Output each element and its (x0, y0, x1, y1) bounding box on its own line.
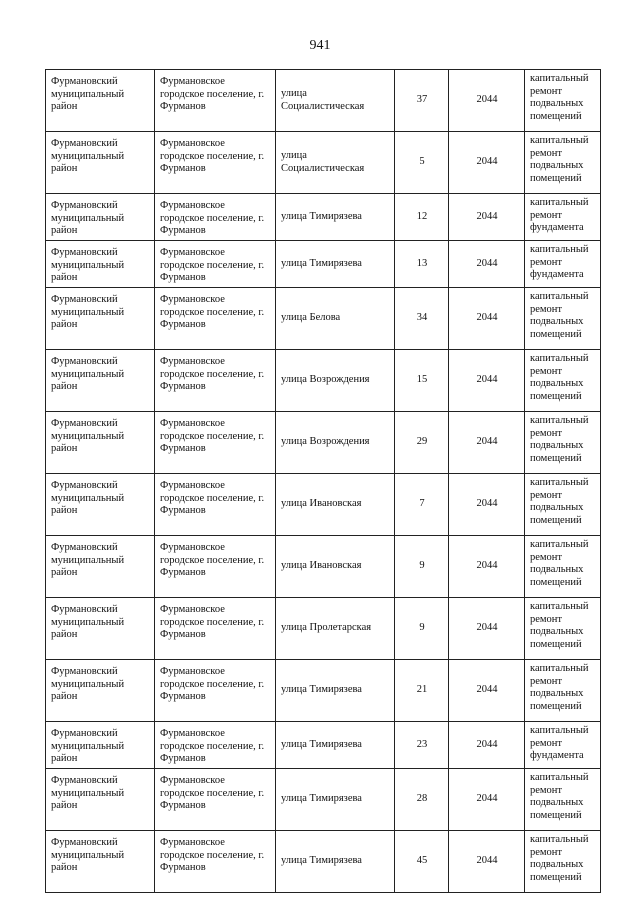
settlement-cell: Фурмановское городское поселение, г. Фурманов (155, 474, 276, 536)
district-cell: Фурмановский муниципальный район (46, 660, 155, 722)
planned-year-cell: 2044 (449, 194, 525, 241)
work-type-cell: капитальный ремонт подвальных помещений (525, 769, 601, 831)
street-cell: улица Ивановская (276, 536, 395, 598)
district-cell: Фурмановский муниципальный район (46, 598, 155, 660)
district-cell: Фурмановский муниципальный район (46, 831, 155, 893)
work-type-cell: капитальный ремонт подвальных помещений (525, 831, 601, 893)
work-type-cell: капитальный ремонт подвальных помещений (525, 474, 601, 536)
planned-year-cell: 2044 (449, 474, 525, 536)
table-row (46, 598, 601, 660)
table-row (46, 350, 601, 412)
house-number-cell: 21 (395, 660, 449, 722)
street-cell: улица Тимирязева (276, 241, 395, 288)
settlement-cell: Фурмановское городское поселение, г. Фурманов (155, 769, 276, 831)
settlement-cell: Фурмановское городское поселение, г. Фурманов (155, 350, 276, 412)
work-type-cell: капитальный ремонт подвальных помещений (525, 288, 601, 350)
house-number-cell: 29 (395, 412, 449, 474)
planned-year-cell: 2044 (449, 769, 525, 831)
house-number-cell: 28 (395, 769, 449, 831)
work-type-cell: капитальный ремонт подвальных помещений (525, 350, 601, 412)
table-row (46, 412, 601, 474)
work-type-cell: капитальный ремонт подвальных помещений (525, 412, 601, 474)
table-body (46, 70, 601, 893)
house-number-cell: 13 (395, 241, 449, 288)
table-row (46, 194, 601, 241)
work-type-cell: капитальный ремонт фундамента (525, 241, 601, 288)
work-type-cell: капитальный ремонт подвальных помещений (525, 132, 601, 194)
settlement-cell: Фурмановское городское поселение, г. Фурманов (155, 412, 276, 474)
settlement-cell: Фурмановское городское поселение, г. Фурманов (155, 194, 276, 241)
district-cell: Фурмановский муниципальный район (46, 769, 155, 831)
street-cell: улица Социалистическая (276, 132, 395, 194)
table-row (46, 132, 601, 194)
street-cell: улица Тимирязева (276, 722, 395, 769)
table-row (46, 769, 601, 831)
settlement-cell: Фурмановское городское поселение, г. Фурманов (155, 722, 276, 769)
table-row (46, 722, 601, 769)
street-cell: улица Возрождения (276, 350, 395, 412)
page-number: 941 (309, 38, 331, 53)
house-number-cell: 23 (395, 722, 449, 769)
table-row (46, 536, 601, 598)
settlement-cell: Фурмановское городское поселение, г. Фурманов (155, 660, 276, 722)
district-cell: Фурмановский муниципальный район (46, 241, 155, 288)
district-cell: Фурмановский муниципальный район (46, 288, 155, 350)
house-number-cell: 5 (395, 132, 449, 194)
planned-year-cell: 2044 (449, 412, 525, 474)
district-cell: Фурмановский муниципальный район (46, 350, 155, 412)
table-row (46, 241, 601, 288)
work-type-cell: капитальный ремонт подвальных помещений (525, 70, 601, 132)
work-type-cell: капитальный ремонт подвальных помещений (525, 536, 601, 598)
work-type-cell: капитальный ремонт фундамента (525, 194, 601, 241)
district-cell: Фурмановский муниципальный район (46, 722, 155, 769)
street-cell: улица Тимирязева (276, 769, 395, 831)
table-row (46, 660, 601, 722)
house-number-cell: 15 (395, 350, 449, 412)
planned-year-cell: 2044 (449, 241, 525, 288)
house-number-cell: 9 (395, 598, 449, 660)
house-number-cell: 37 (395, 70, 449, 132)
settlement-cell: Фурмановское городское поселение, г. Фурманов (155, 288, 276, 350)
work-type-cell: капитальный ремонт подвальных помещений (525, 660, 601, 722)
house-number-cell: 34 (395, 288, 449, 350)
settlement-cell: Фурмановское городское поселение, г. Фурманов (155, 241, 276, 288)
planned-year-cell: 2044 (449, 288, 525, 350)
street-cell: улица Тимирязева (276, 194, 395, 241)
street-cell: улица Возрождения (276, 412, 395, 474)
district-cell: Фурмановский муниципальный район (46, 194, 155, 241)
work-type-cell: капитальный ремонт фундамента (525, 722, 601, 769)
table-row (46, 70, 601, 132)
planned-year-cell: 2044 (449, 536, 525, 598)
table-row (46, 288, 601, 350)
house-number-cell: 12 (395, 194, 449, 241)
street-cell: улица Тимирязева (276, 660, 395, 722)
repair-registry-table (45, 69, 601, 893)
house-number-cell: 9 (395, 536, 449, 598)
table-row (46, 474, 601, 536)
district-cell: Фурмановский муниципальный район (46, 132, 155, 194)
work-type-cell: капитальный ремонт подвальных помещений (525, 598, 601, 660)
house-number-cell: 7 (395, 474, 449, 536)
planned-year-cell: 2044 (449, 598, 525, 660)
settlement-cell: Фурмановское городское поселение, г. Фурманов (155, 831, 276, 893)
district-cell: Фурмановский муниципальный район (46, 412, 155, 474)
street-cell: улица Белова (276, 288, 395, 350)
street-cell: улица Ивановская (276, 474, 395, 536)
settlement-cell: Фурмановское городское поселение, г. Фурманов (155, 70, 276, 132)
table-row (46, 831, 601, 893)
street-cell: улица Тимирязева (276, 831, 395, 893)
planned-year-cell: 2044 (449, 831, 525, 893)
district-cell: Фурмановский муниципальный район (46, 70, 155, 132)
planned-year-cell: 2044 (449, 132, 525, 194)
planned-year-cell: 2044 (449, 722, 525, 769)
planned-year-cell: 2044 (449, 660, 525, 722)
planned-year-cell: 2044 (449, 70, 525, 132)
district-cell: Фурмановский муниципальный район (46, 474, 155, 536)
planned-year-cell: 2044 (449, 350, 525, 412)
district-cell: Фурмановский муниципальный район (46, 536, 155, 598)
settlement-cell: Фурмановское городское поселение, г. Фурманов (155, 132, 276, 194)
settlement-cell: Фурмановское городское поселение, г. Фурманов (155, 536, 276, 598)
street-cell: улица Социалистическая (276, 70, 395, 132)
house-number-cell: 45 (395, 831, 449, 893)
settlement-cell: Фурмановское городское поселение, г. Фурманов (155, 598, 276, 660)
street-cell: улица Пролетарская (276, 598, 395, 660)
